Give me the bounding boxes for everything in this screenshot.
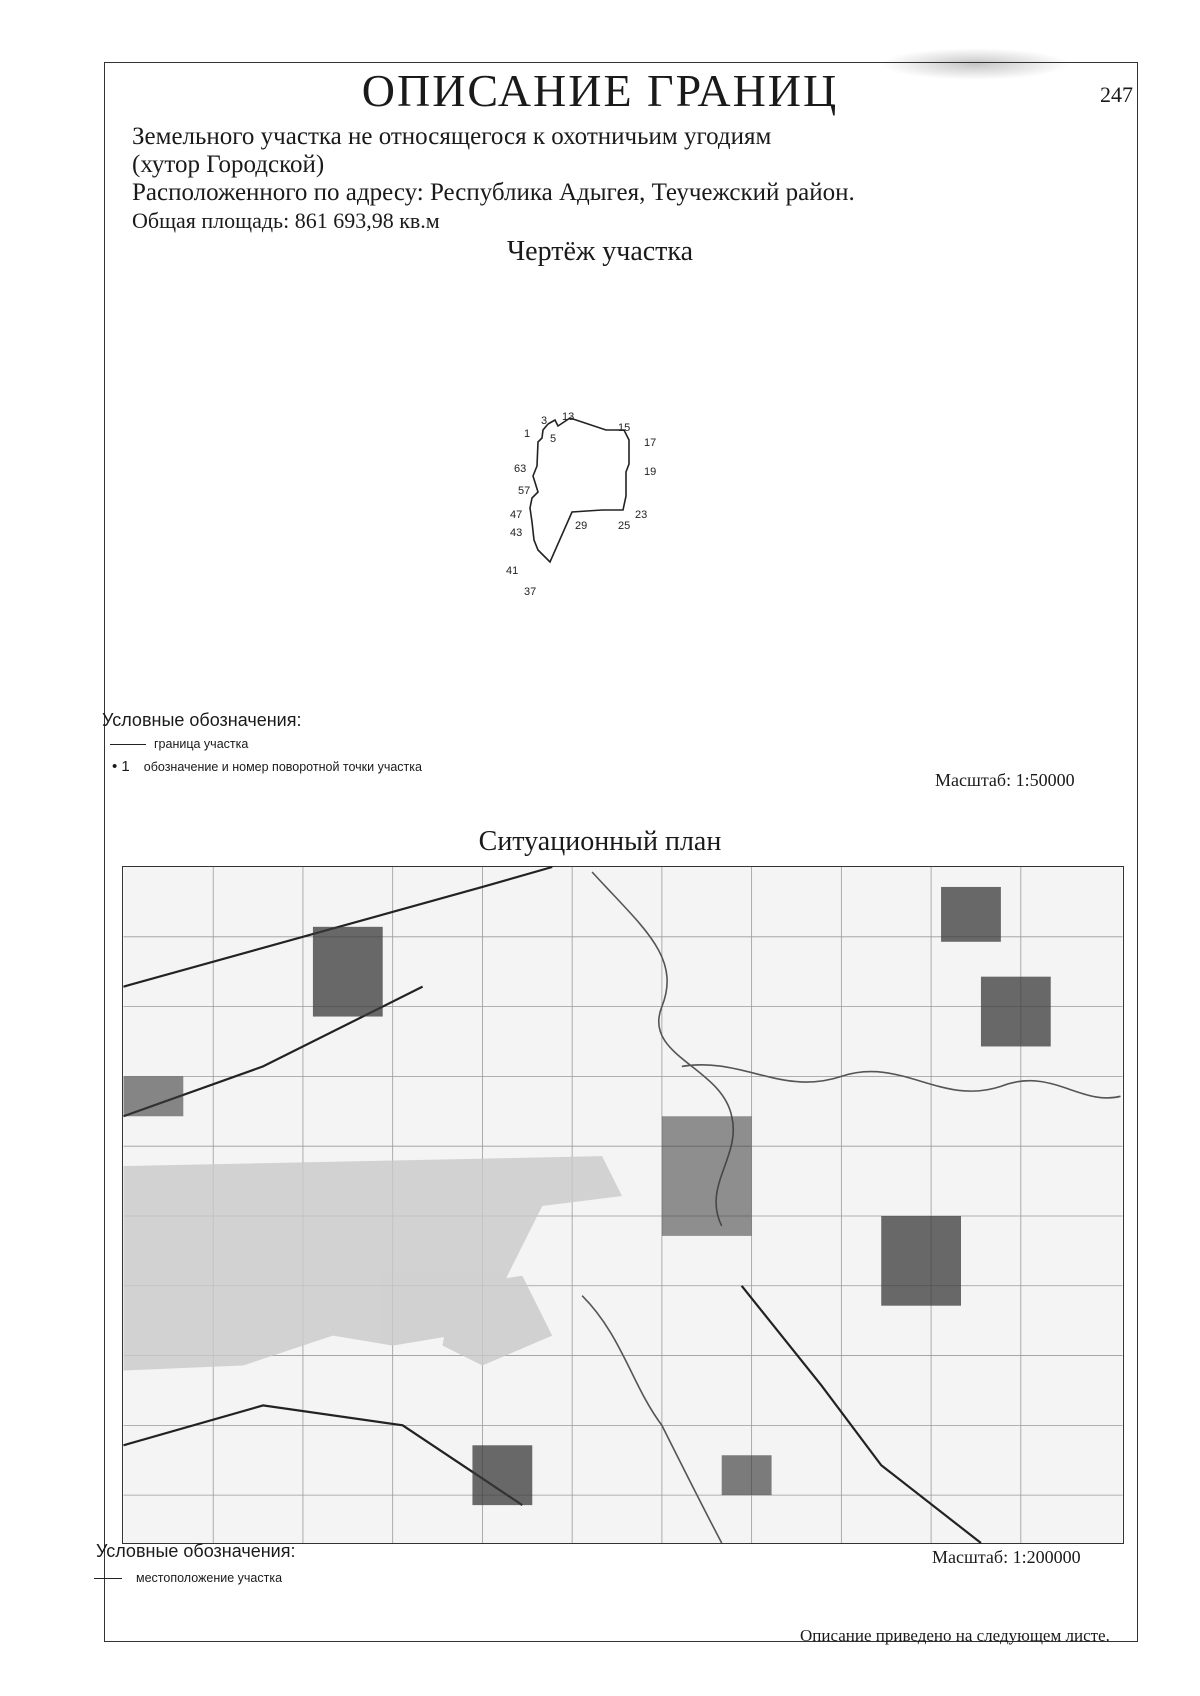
legend-title: Условные обозначения: — [102, 710, 302, 730]
page-title: ОПИСАНИЕ ГРАНИЦ — [361, 65, 839, 116]
scale-1: Масштаб: 1:50000 — [935, 770, 1075, 790]
situation-map — [122, 866, 1124, 1544]
legend-location-label: местоположение участка — [136, 1571, 283, 1585]
header-line-2: (хутор Городской) — [132, 151, 325, 178]
point-label: 25 — [618, 520, 631, 532]
point-label: 43 — [510, 527, 523, 539]
scale-2: Масштаб: 1:200000 — [932, 1547, 1081, 1567]
header-line-1: Земельного участка не относящегося к охотничьим угодиям — [132, 123, 772, 150]
location-line-symbol-icon — [94, 1578, 122, 1579]
point-label: 17 — [644, 437, 657, 449]
legend-boundary-label: граница участка — [154, 737, 249, 751]
boundary-line-symbol-icon — [110, 744, 146, 745]
legend-point-label: обозначение и номер поворотной точки участка — [143, 759, 422, 774]
page-number: 247 — [1100, 82, 1133, 107]
point-label: 3 — [541, 415, 548, 427]
point-label: 5 — [550, 433, 557, 445]
point-marker-symbol: • 1 — [112, 758, 130, 775]
drawing-heading: Чертёж участка — [506, 236, 694, 267]
point-label: 23 — [635, 509, 648, 521]
legend-location — [94, 1571, 282, 1585]
point-label: 57 — [518, 485, 531, 497]
point-label: 19 — [644, 466, 657, 478]
point-label: 13 — [562, 411, 575, 423]
point-label: 37 — [524, 586, 537, 598]
legend-point — [112, 758, 422, 775]
plot-boundary-line — [530, 418, 629, 562]
point-label: 29 — [575, 520, 588, 532]
point-label: 63 — [514, 463, 527, 475]
legend-boundary — [110, 737, 248, 751]
plot-point-labels — [506, 411, 656, 598]
point-label: 1 — [524, 428, 531, 440]
map-legend-title: Условные обозначения: — [96, 1541, 296, 1561]
header-line-3: Расположенного по адресу: Республика Адыгея, Теучежский район. — [132, 179, 855, 206]
area-line: Общая площадь: 861 693,98 кв.м — [132, 208, 440, 233]
point-label: 41 — [506, 565, 519, 577]
plot-boundary-drawing — [506, 411, 720, 612]
point-label: 47 — [510, 509, 523, 521]
footer-note: Описание приведено на следующем листе. — [800, 1626, 1110, 1645]
situation-heading: Ситуационный план — [478, 826, 722, 857]
point-label: 15 — [618, 422, 631, 434]
